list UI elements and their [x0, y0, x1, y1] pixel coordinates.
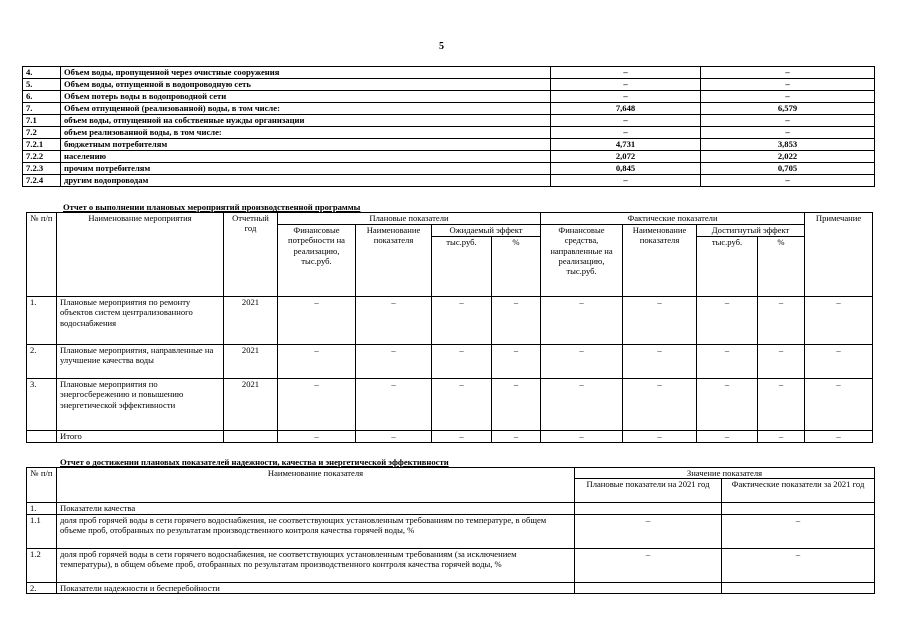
total-year [224, 431, 278, 443]
dash-value: – [356, 431, 432, 443]
dash-value: – [805, 297, 873, 345]
dash-value: – [697, 379, 758, 431]
row-number: 1.2 [27, 548, 57, 582]
row-number: 7.2.2 [23, 151, 61, 163]
dash-value: – [541, 431, 623, 443]
row-name: объем воды, отпущенной на собственные нужды организации [61, 115, 551, 127]
dash-value: – [278, 431, 356, 443]
plan-value: 4,731 [551, 139, 701, 151]
fact-value: – [701, 175, 875, 187]
table-row [23, 103, 875, 115]
fact-value: 6,579 [701, 103, 875, 115]
dash-value: – [623, 345, 697, 379]
row-number: 7. [23, 103, 61, 115]
dash-value: – [623, 297, 697, 345]
row-number: 1. [27, 503, 57, 514]
dash-value: – [356, 345, 432, 379]
indicator-name: Показатели качества [57, 503, 575, 514]
plan-value: 2,072 [551, 151, 701, 163]
dash-value: – [758, 297, 805, 345]
dash-value: – [432, 379, 492, 431]
plan-value: – [551, 79, 701, 91]
plan-value: – [551, 127, 701, 139]
dash-value: – [541, 379, 623, 431]
header-num: № п/п [27, 213, 57, 297]
dash-value: – [432, 297, 492, 345]
dash-value: – [492, 379, 541, 431]
header-fact: Фактические показатели [541, 213, 805, 225]
table-row [27, 297, 873, 345]
dash-value: – [278, 345, 356, 379]
dash-value: – [697, 297, 758, 345]
fact-value: – [701, 91, 875, 103]
dash-value: – [432, 431, 492, 443]
dash-value: – [541, 345, 623, 379]
fact-value: 0,705 [701, 163, 875, 175]
table-row [23, 163, 875, 175]
fact-value: – [701, 79, 875, 91]
table-row [27, 345, 873, 379]
row-number [27, 431, 57, 443]
row-name: бюджетным потребителям [61, 139, 551, 151]
row-number: 1.1 [27, 514, 57, 548]
dash-value: – [758, 345, 805, 379]
header-plan-thousand: тыс.руб. [432, 237, 492, 297]
plan-value: – [551, 91, 701, 103]
header-measure-name: Наименование мероприятия [57, 213, 224, 297]
dash-value: – [492, 345, 541, 379]
row-name: Объем потерь воды в водопроводной сети [61, 91, 551, 103]
row-number: 7.2.3 [23, 163, 61, 175]
dash-value: – [758, 431, 805, 443]
dash-value: – [356, 379, 432, 431]
plan-value: – [551, 67, 701, 79]
report-year: 2021 [224, 379, 278, 431]
row-name: Объем воды, отпущенной в водопроводную сеть [61, 79, 551, 91]
water-volume-table [22, 66, 875, 187]
fact-value: – [722, 514, 875, 548]
table-row [23, 67, 875, 79]
program-measures-table [26, 212, 873, 443]
row-number: 7.2.4 [23, 175, 61, 187]
plan-value: – [575, 548, 722, 582]
plan-value: – [551, 175, 701, 187]
indicators-table [26, 467, 875, 594]
table-row [23, 151, 875, 163]
table-row [27, 503, 875, 514]
table-row [23, 115, 875, 127]
header-note: Примечание [805, 213, 873, 297]
dash-value: – [432, 345, 492, 379]
header-indicator-name: Наименование показателя [57, 468, 575, 503]
header-fact-indicator: Наименование показателя [623, 225, 697, 297]
dash-value: – [623, 379, 697, 431]
table-row [27, 514, 875, 548]
header-fact-effect: Достигнутый эффект [697, 225, 805, 237]
table-row [23, 139, 875, 151]
dash-value: – [697, 345, 758, 379]
dash-value: – [805, 345, 873, 379]
table-row [27, 548, 875, 582]
indicator-name: Показатели надежности и бесперебойности [57, 582, 575, 593]
plan-value [575, 503, 722, 514]
plan-value: – [575, 514, 722, 548]
row-number: 6. [23, 91, 61, 103]
dash-value: – [623, 431, 697, 443]
fact-value: – [701, 115, 875, 127]
row-number: 7.1 [23, 115, 61, 127]
row-name: прочим потребителям [61, 163, 551, 175]
total-label: Итого [57, 431, 224, 443]
report-year: 2021 [224, 345, 278, 379]
indicator-name: доля проб горячей воды в сети горячего водоснабжения, не соответствующих установленным требованиям (за исключением температуры), в общем объеме проб, отобранных по результатам производственного контроля качества горячей воды, % [57, 548, 575, 582]
measure-name: Плановые мероприятия по ремонту объектов систем централизованного водоснабжения [57, 297, 224, 345]
page-number: 5 [439, 41, 444, 52]
row-name: Объем отпущенной (реализованной) воды, в том числе: [61, 103, 551, 115]
dash-value: – [356, 297, 432, 345]
plan-value [575, 582, 722, 593]
header-num: № п/п [27, 468, 57, 503]
table-row [23, 175, 875, 187]
header-plan-finance: Финансовые потребности на реализацию, тыс.руб. [278, 225, 356, 297]
table-row [27, 379, 873, 431]
header-plan-2021: Плановые показатели на 2021 год [575, 479, 722, 503]
dash-value: – [492, 297, 541, 345]
row-number: 3. [27, 379, 57, 431]
dash-value: – [758, 379, 805, 431]
plan-value: 7,648 [551, 103, 701, 115]
dash-value: – [278, 379, 356, 431]
dash-value: – [805, 379, 873, 431]
header-plan-effect: Ожидаемый эффект [432, 225, 541, 237]
indicator-name: доля проб горячей воды в сети горячего водоснабжения, не соответствующих установленным требованиям по температуре, в общем объеме проб, отобранных по результатам производственного контроля качества горячей воды, % [57, 514, 575, 548]
fact-value [722, 582, 875, 593]
plan-value: – [551, 115, 701, 127]
table-row [23, 127, 875, 139]
dash-value: – [697, 431, 758, 443]
dash-value: – [805, 431, 873, 443]
row-number: 5. [23, 79, 61, 91]
fact-value: 2,022 [701, 151, 875, 163]
plan-value: 0,845 [551, 163, 701, 175]
header-indicator-value: Значение показателя [575, 468, 875, 479]
header-fact-pct: % [758, 237, 805, 297]
measure-name: Плановые мероприятия по энергосбережению и повышению энергетической эффективности [57, 379, 224, 431]
header-year: Отчетный год [224, 213, 278, 297]
header-plan-indicator: Наименование показателя [356, 225, 432, 297]
dash-value: – [278, 297, 356, 345]
fact-value: 3,853 [701, 139, 875, 151]
report-year: 2021 [224, 297, 278, 345]
row-name: объем реализованной воды, в том числе: [61, 127, 551, 139]
row-number: 7.2 [23, 127, 61, 139]
row-number: 7.2.1 [23, 139, 61, 151]
total-row [27, 431, 873, 443]
row-number: 1. [27, 297, 57, 345]
fact-value: – [722, 548, 875, 582]
section-title-program: Отчет о выполнении плановых мероприятий производственной программы [63, 202, 361, 212]
row-name: Объем воды, пропущенной через очистные сооружения [61, 67, 551, 79]
dash-value: – [492, 431, 541, 443]
header-plan-pct: % [492, 237, 541, 297]
row-number: 2. [27, 345, 57, 379]
measure-name: Плановые мероприятия, направленные на улучшение качества воды [57, 345, 224, 379]
row-number: 4. [23, 67, 61, 79]
section-title-indicators: Отчет о достижении плановых показателей надежности, качества и энергетической эффективности [60, 457, 449, 467]
fact-value [722, 503, 875, 514]
table-row [27, 582, 875, 593]
table-row [23, 79, 875, 91]
header-fact-2021: Фактические показатели за 2021 год [722, 479, 875, 503]
row-number: 2. [27, 582, 57, 593]
header-plan: Плановые показатели [278, 213, 541, 225]
header-fact-thousand: тыс.руб. [697, 237, 758, 297]
row-name: населению [61, 151, 551, 163]
dash-value: – [541, 297, 623, 345]
table-row [23, 91, 875, 103]
fact-value: – [701, 67, 875, 79]
row-name: другим водопроводам [61, 175, 551, 187]
header-fact-finance: Финансовые средства, направленные на реализацию, тыс.руб. [541, 225, 623, 297]
fact-value: – [701, 127, 875, 139]
